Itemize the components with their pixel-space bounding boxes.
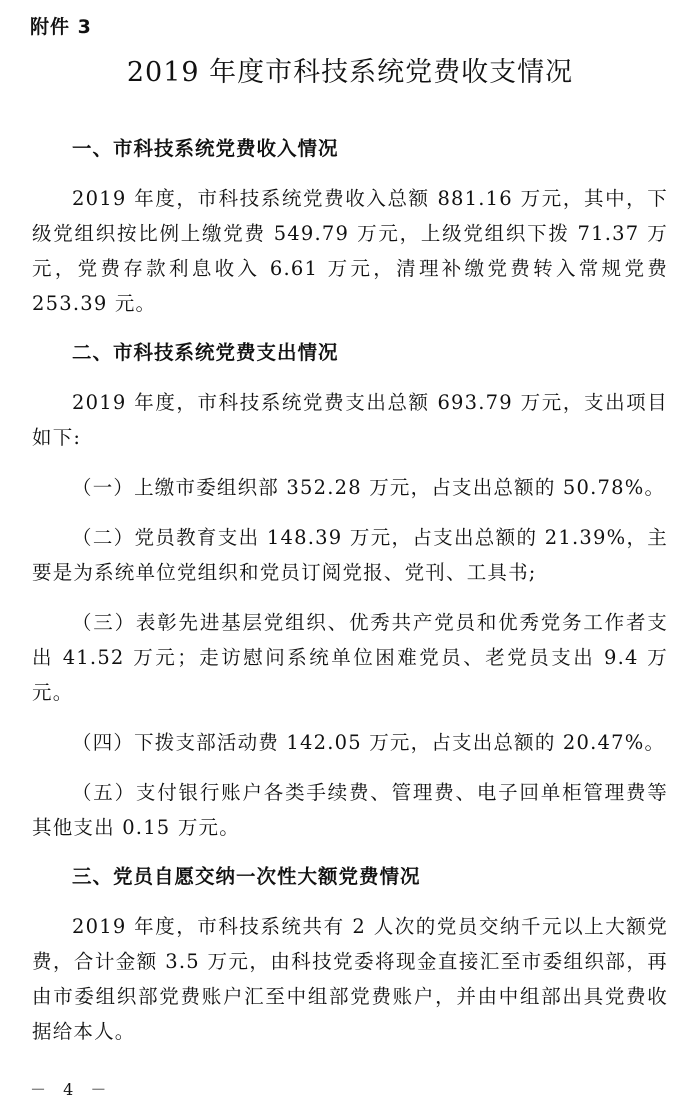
attachment-label: 附件 3 (30, 16, 92, 38)
document-body (32, 131, 668, 1049)
page-number: － 4 － (30, 1080, 113, 1099)
large-dues-paragraph: 2019 年度，市科技系统共有 2 人次的党员交纳千元以上大额党费，合计金额 3.5 万元，由科技党委将现金直接汇至市委组织部，再由市委组织部党费账户汇至中组部党费账户，并由中组部出具党费收据给本人。 (32, 915, 668, 1043)
document-title: 2019 年度市科技系统党费收支情况 (126, 57, 574, 88)
expenditure-item-4: （四）下拨支部活动费 142.05 万元，占支出总额的 20.47%。 (72, 731, 666, 754)
expenditure-item-3: （三）表彰先进基层党组织、优秀共产党员和优秀党务工作者支出 41.52 万元；走访慰问系统单位困难党员、老党员支出 9.4 万元。 (32, 611, 668, 704)
section-heading-expenditure: 二、市科技系统党费支出情况 (72, 341, 339, 364)
expenditure-item-2: （二）党员教育支出 148.39 万元，占支出总额的 21.39%，主要是为系统单位党组织和党员订阅党报、党刊、工具书; (32, 526, 668, 584)
section-heading-large-dues: 三、党员自愿交纳一次性大额党费情况 (72, 865, 421, 888)
section-heading-income: 一、市科技系统党费收入情况 (72, 137, 339, 160)
expenditure-item-5: （五）支付银行账户各类手续费、管理费、电子回单柜管理费等其他支出 0.15 万元。 (32, 781, 668, 839)
income-paragraph: 2019 年度，市科技系统党费收入总额 881.16 万元，其中，下级党组织按比例上缴党费 549.79 万元，上级党组织下拨 71.37 万元，党费存款利息收入 6.61 万元，清理补缴党费转入常规党费 253.39 元。 (32, 187, 668, 315)
expenditure-item-1: （一）上缴市委组织部 352.28 万元，占支出总额的 50.78%。 (72, 476, 666, 499)
expenditure-intro-paragraph: 2019 年度，市科技系统党费支出总额 693.79 万元，支出项目如下: (32, 391, 668, 449)
